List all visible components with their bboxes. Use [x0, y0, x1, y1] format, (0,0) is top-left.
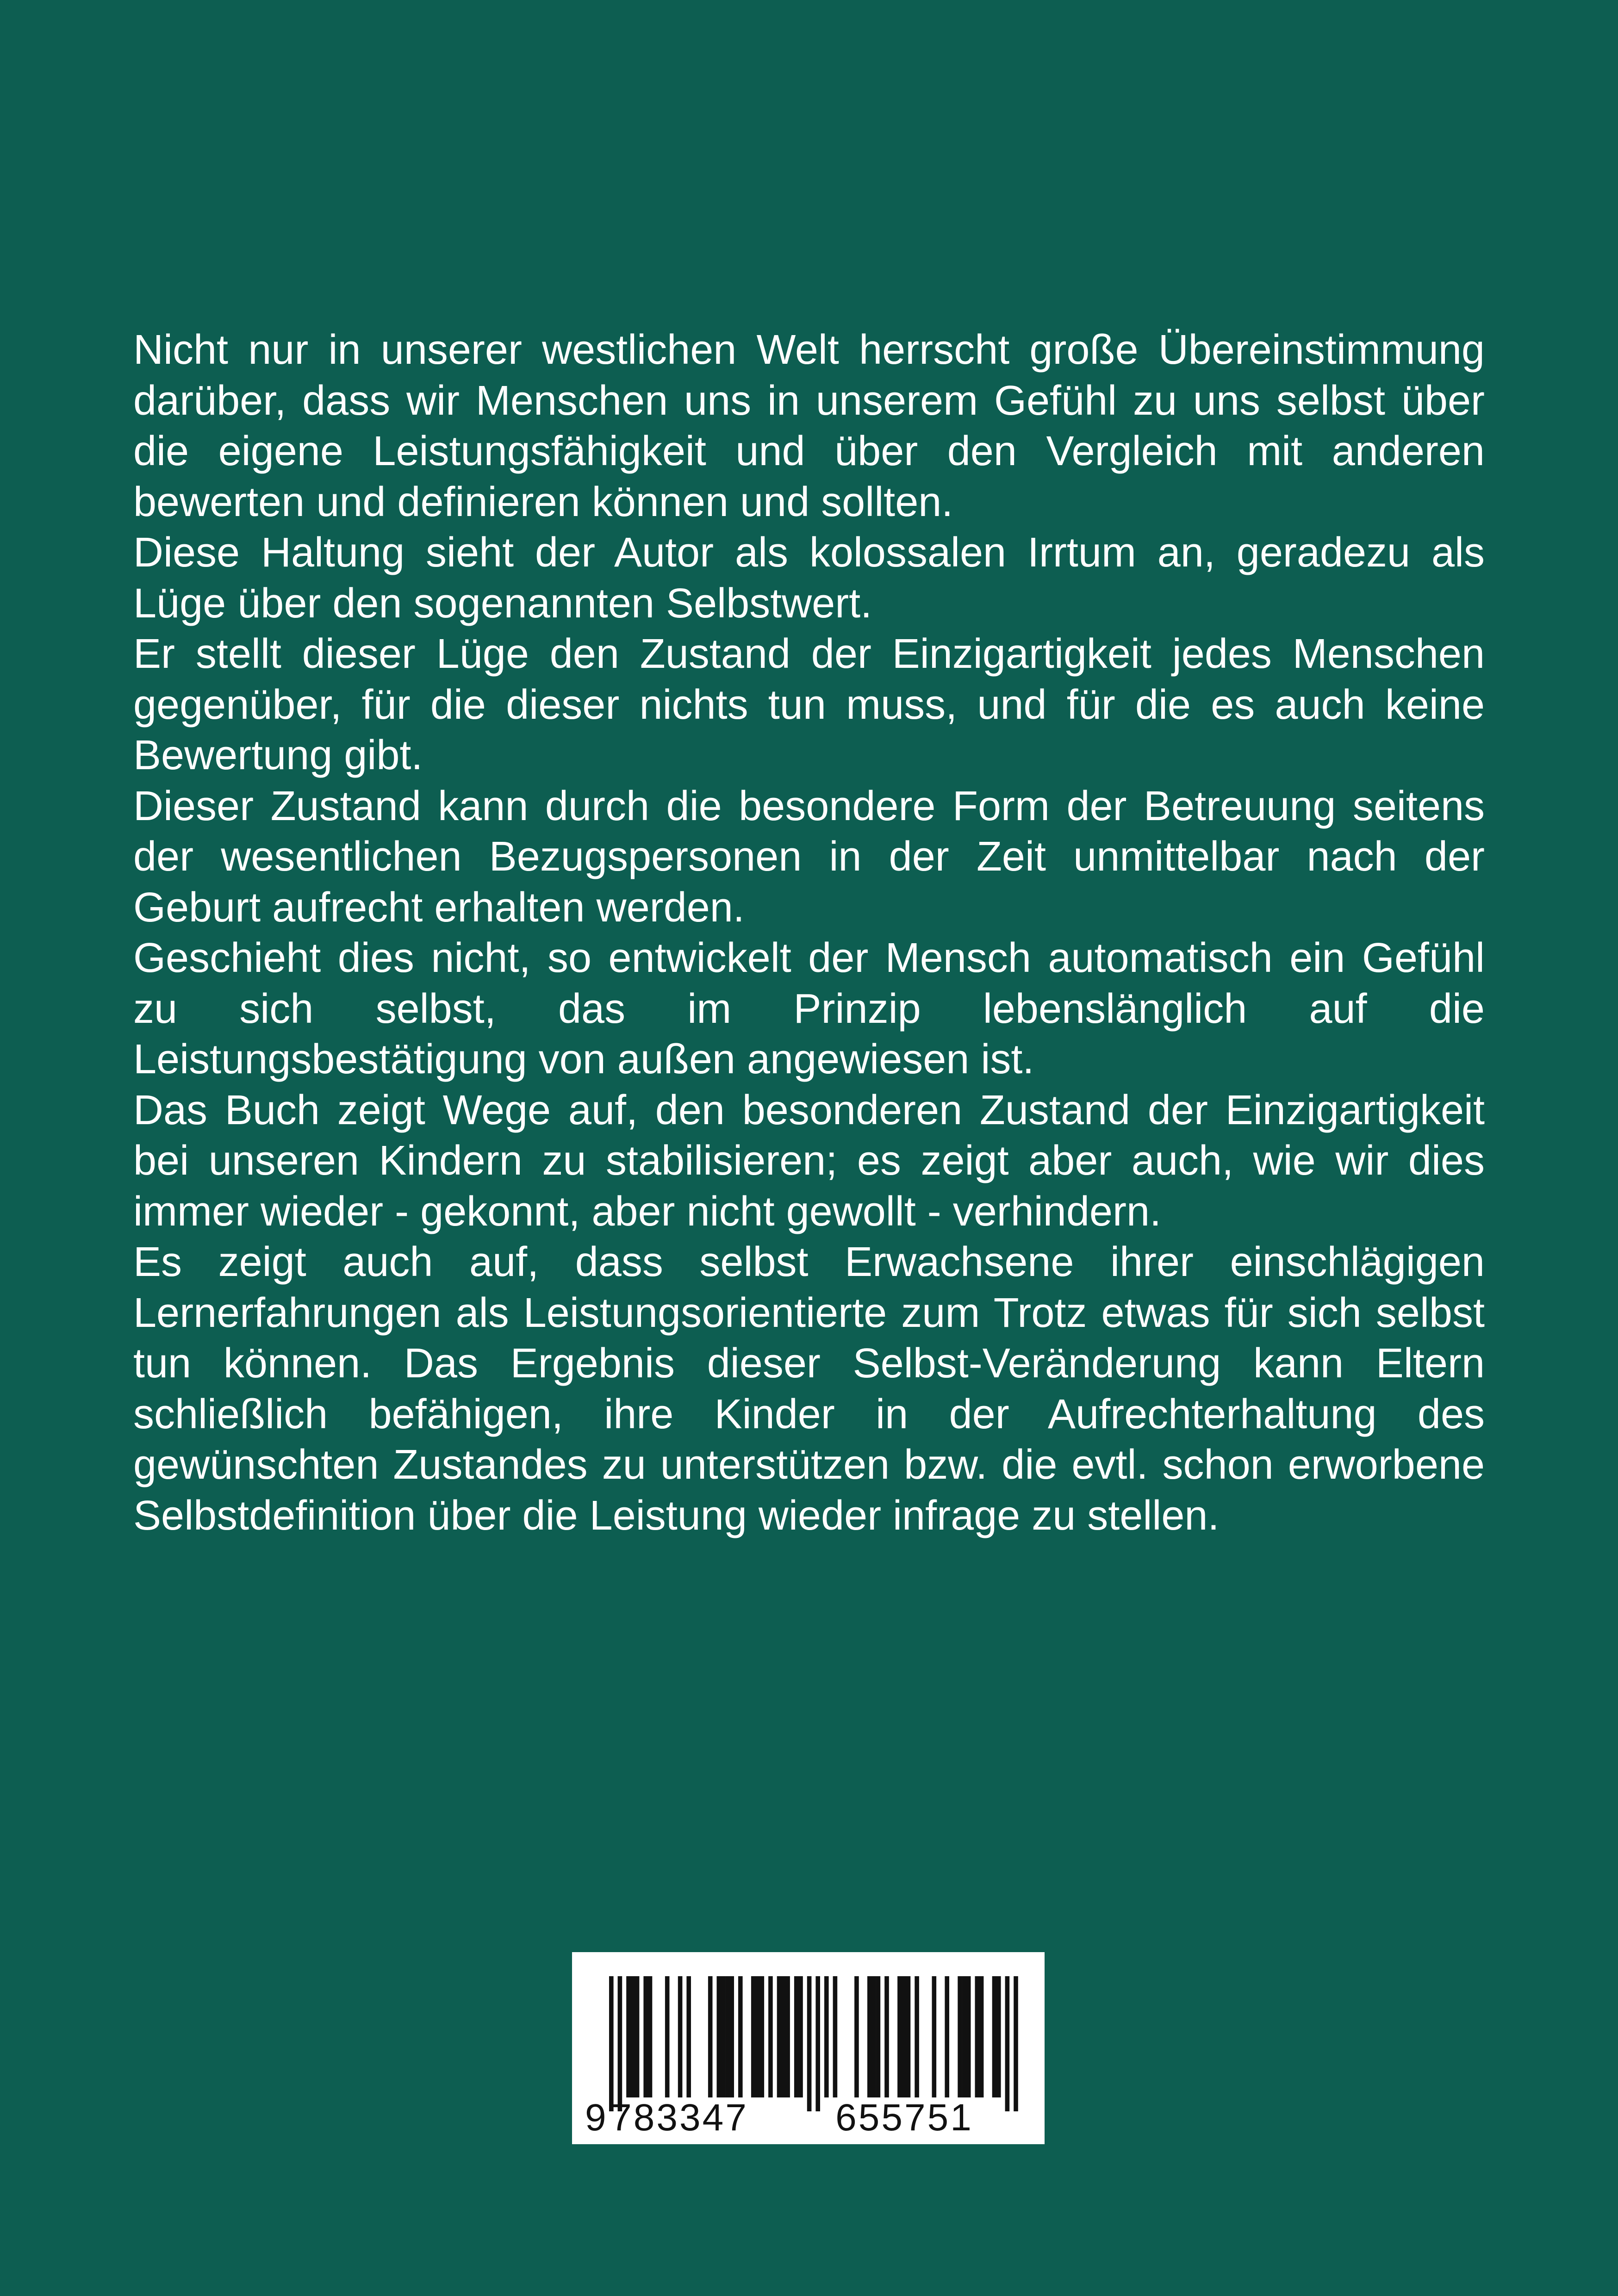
barcode-bar	[962, 1976, 967, 2097]
barcode-digit-first: 9	[585, 2097, 606, 2139]
barcode-bar	[665, 1976, 670, 2097]
barcode-bar	[992, 1976, 997, 2097]
barcode-bar	[876, 1976, 881, 2097]
barcode-guard-bar	[618, 1976, 622, 2111]
blurb-paragraph-7: Es zeigt auch auf, dass selbst Erwachsene ihrer einschlägigen Lernerfahrungen als Leistungsorientierte zum Trotz etwas für sich selbst tun können. Das Ergebnis dieser Selbst-Veränderung kann Eltern schließlich befähigen, ihre Kinder in der Aufrechterhaltung des gewünschten Zustandes zu unterstützen bzw. die evtl. schon erworbene Selbstdefinition über die Leistung wieder infrage zu stellen.	[133, 1239, 1485, 1539]
barcode-bar	[798, 1976, 803, 2097]
barcode-bar	[643, 1976, 648, 2097]
barcode-bar	[897, 1976, 902, 2097]
isbn-barcode	[572, 1952, 1045, 2144]
barcode-bar	[906, 1976, 911, 2097]
barcode-bar	[932, 1976, 937, 2097]
barcode-bar	[867, 1976, 872, 2097]
blurb-paragraph-5: Geschieht dies nicht, so entwickelt der Mensch automatisch ein Gefühl zu sich selbst, das im Prinzip lebenslänglich auf die Leistungsbestätigung von außen angewiesen ist.	[133, 935, 1485, 1083]
barcode-bar	[635, 1976, 640, 2097]
barcode-guard-bar	[807, 1976, 812, 2111]
blurb-paragraph-2: Diese Haltung sieht der Autor als kolossalen Irrtum an, geradezu als Lüge über den sogenannten Selbstwert.	[133, 529, 1485, 627]
barcode-digits-left: 783347	[610, 2097, 748, 2139]
barcode-guard-bar	[609, 1976, 614, 2111]
barcode-bar	[945, 1976, 949, 2097]
barcode-bar	[996, 1976, 1001, 2097]
barcode-bar	[768, 1976, 773, 2097]
barcode-bar	[777, 1976, 782, 2097]
blurb-text	[133, 325, 1485, 1541]
barcode-bar	[678, 1976, 683, 2097]
barcode-bar	[725, 1976, 730, 2097]
barcode-bar	[785, 1976, 790, 2097]
barcode-bar	[631, 1976, 635, 2097]
barcode-guard-bar	[1014, 1976, 1018, 2111]
barcode-bar	[708, 1976, 713, 2097]
barcode-graphic	[572, 1952, 1045, 2144]
barcode-bar	[915, 1976, 919, 2097]
blurb-paragraph-1: Nicht nur in unserer westlichen Welt herrscht große Übereinstimmung darüber, dass wir Menschen uns in unserem Gefühl zu uns selbst über die eigene Leistungsfähigkeit und über den Vergleich mit anderen bewerten und definieren können und sollten.	[133, 327, 1485, 525]
barcode-bar	[721, 1976, 726, 2097]
barcode-bar	[958, 1976, 962, 2097]
barcode-bar	[975, 1976, 980, 2097]
barcode-bar	[626, 1976, 631, 2097]
barcode-bar	[781, 1976, 786, 2097]
barcode-guard-bar	[815, 1976, 820, 2111]
barcode-bar	[824, 1976, 829, 2097]
barcode-bar	[884, 1976, 889, 2097]
barcode-bar	[966, 1976, 971, 2097]
barcode-bar	[717, 1976, 722, 2097]
barcode-bar	[902, 1976, 906, 2097]
barcode-bar	[738, 1976, 743, 2097]
barcode-bar	[686, 1976, 691, 2097]
blurb-paragraph-3: Er stellt dieser Lüge den Zustand der Einzigartigkeit jedes Menschen gegenüber, für die dieser nichts tun muss, und für die es auch keine Bewertung gibt.	[133, 631, 1485, 778]
blurb-paragraph-6: Das Buch zeigt Wege auf, den besonderen Zustand der Einzigartigkeit bei unseren Kindern zu stabilisieren; es zeigt aber auch, wie wir dies immer wieder - gekonnt, aber nicht gewollt - verhindern.	[133, 1087, 1485, 1235]
barcode-bar	[729, 1976, 734, 2097]
barcode-bar	[648, 1976, 653, 2097]
barcode-bar	[760, 1976, 765, 2097]
blurb-paragraph-4: Dieser Zustand kann durch die besondere Form der Betreuung seitens der wesentlichen Bezugspersonen in der Zeit unmittelbar nach der Geburt aufrecht erhalten werden.	[133, 783, 1485, 931]
barcode-bar	[755, 1976, 760, 2097]
barcode-bars	[609, 1976, 1018, 2111]
barcode-bar	[833, 1976, 838, 2097]
barcode-guard-bar	[1005, 1976, 1010, 2111]
barcode-bar	[794, 1976, 799, 2097]
barcode-bar	[979, 1976, 984, 2097]
barcode-digits-right: 655751	[835, 2097, 973, 2139]
barcode-bar	[854, 1976, 859, 2097]
barcode-bar	[751, 1976, 756, 2097]
barcode-bar	[871, 1976, 876, 2097]
